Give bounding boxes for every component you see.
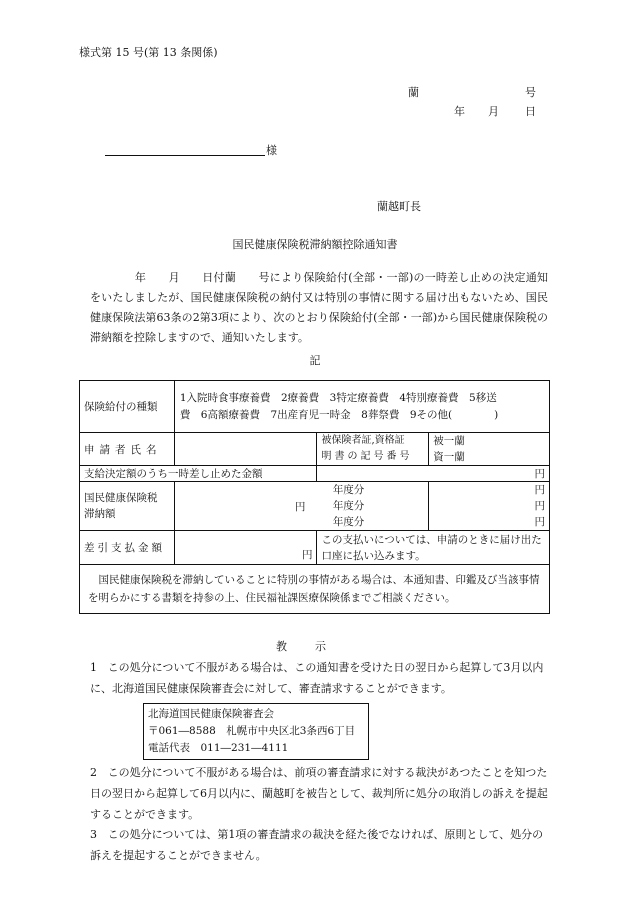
instruction-number: 2 xyxy=(90,766,97,779)
form-number: 様式第 15 号(第 13 条関係) xyxy=(79,46,218,59)
fiscal-year-2: 年度分 xyxy=(332,500,365,512)
contact-address: 〒061―8588 札幌市中央区北3条西6丁目 xyxy=(148,725,356,737)
instructions-heading: 教示 xyxy=(276,640,354,653)
arrears-total-yen: 円 xyxy=(294,501,306,513)
net-payment-label: 差引支払金額 xyxy=(80,531,175,565)
insurance-card-label-line-1: 被保険者証,資格証 xyxy=(321,435,405,446)
insurance-card-label-line-2: 明書の記号番号 xyxy=(321,451,413,462)
payment-note: この支払いについては、申請のときに届け出た口座に払い込みます。 xyxy=(317,531,550,565)
applicant-name-label: 申請者氏名 xyxy=(80,433,175,466)
arrears-year-amounts xyxy=(429,482,550,531)
fiscal-year-3: 年度分 xyxy=(332,516,365,528)
arrears-label-line-1: 国民健康保険税 xyxy=(84,492,158,504)
doc-number-suffix: 号 xyxy=(525,86,536,99)
doc-number-prefix: 蘭 xyxy=(408,86,419,99)
instruction-number: 3 xyxy=(90,828,97,841)
applicant-name-value xyxy=(174,433,317,466)
instruction-text: この処分について不服がある場合は、この通知書を受けた日の翌日から起算して3月以内に、北海道国民健康保険審査会に対して、審査請求することができます。 xyxy=(90,661,544,695)
instruction-item-3 xyxy=(90,824,552,866)
benefit-type-label: 保険給付の種類 xyxy=(80,381,175,433)
details-table xyxy=(79,380,550,614)
contact-phone: 電話代表 011―231―4111 xyxy=(148,742,289,754)
instruction-item-2 xyxy=(90,762,552,825)
recipient-name-line xyxy=(105,155,265,156)
ki-heading: 記 xyxy=(309,354,321,367)
insured-number-1: 被一蘭 xyxy=(433,435,465,447)
net-payment-yen: 円 xyxy=(174,531,317,565)
instruction-text: この処分について不服がある場合は、前項の審査請求に対する裁決があつたことを知つた日の翌日から起算して6月以内に、蘭越町を被告として、裁判所に処分の取消しの訴えを提起することができます。 xyxy=(90,766,548,821)
sender: 蘭越町長 xyxy=(377,200,421,213)
benefit-type-options xyxy=(174,381,549,433)
suspended-amount-label: 支給決定額のうち一時差し止めた金額 xyxy=(80,466,317,482)
date-year: 年 xyxy=(454,105,465,118)
body-paragraph: 年 月 日付蘭 号により保険給付(全部・一部)の一時差し止めの決定通知をいたしましたが、国民健康保険税の納付又は特別の事情に関する届け出もないため、国民健康保険法第63条の2第3項により、次のとおり保険給付(全部・一部)から国民健康保険税の滞納額を控除しますので、通知いたします。 xyxy=(90,271,548,344)
date-month: 月 xyxy=(488,105,499,118)
recipient-honorific: 様 xyxy=(266,144,277,157)
arrears-label-line-2: 滞納額 xyxy=(84,508,116,520)
arrears-amount-cell xyxy=(174,482,428,531)
insurance-card-number xyxy=(429,433,550,466)
document-title: 国民健康保険税滞納額控除通知書 xyxy=(232,238,398,251)
instruction-text: この処分については、第1項の審査請求の裁決を経た後でなければ、原則として、処分の訴えを提起することができません。 xyxy=(90,828,544,862)
consultation-notice: 国民健康保険税を滞納していることに特別の事情がある場合は、本通知書、印鑑及び当該事情を明らかにする書類を持参の上、住民福祉課医療保険係までご相談ください。 xyxy=(80,565,550,614)
benefit-types-line-1: 1入院時食事療養費 2療養費 3特定療養費 4特別療養費 5移送 xyxy=(179,391,497,404)
arrears-label xyxy=(80,482,175,531)
contact-name: 北海道国民健康保険審査会 xyxy=(148,708,274,720)
insurance-card-label xyxy=(317,433,429,466)
review-board-contact xyxy=(143,703,369,760)
benefit-types-line-2: 費 6高額療養費 7出産育児一時金 8葬祭費 9その他( ) xyxy=(179,408,499,421)
insured-number-2: 資一蘭 xyxy=(433,451,465,463)
arrears-year-yen-2: 円 xyxy=(534,500,545,512)
suspended-amount-yen: 円 xyxy=(317,466,550,482)
fiscal-year-1: 年度分 xyxy=(332,484,365,496)
date-day: 日 xyxy=(525,105,536,118)
instruction-item-1 xyxy=(90,657,552,699)
instruction-number: 1 xyxy=(90,661,97,674)
arrears-year-yen-1: 円 xyxy=(534,484,545,496)
arrears-year-yen-3: 円 xyxy=(534,516,545,528)
